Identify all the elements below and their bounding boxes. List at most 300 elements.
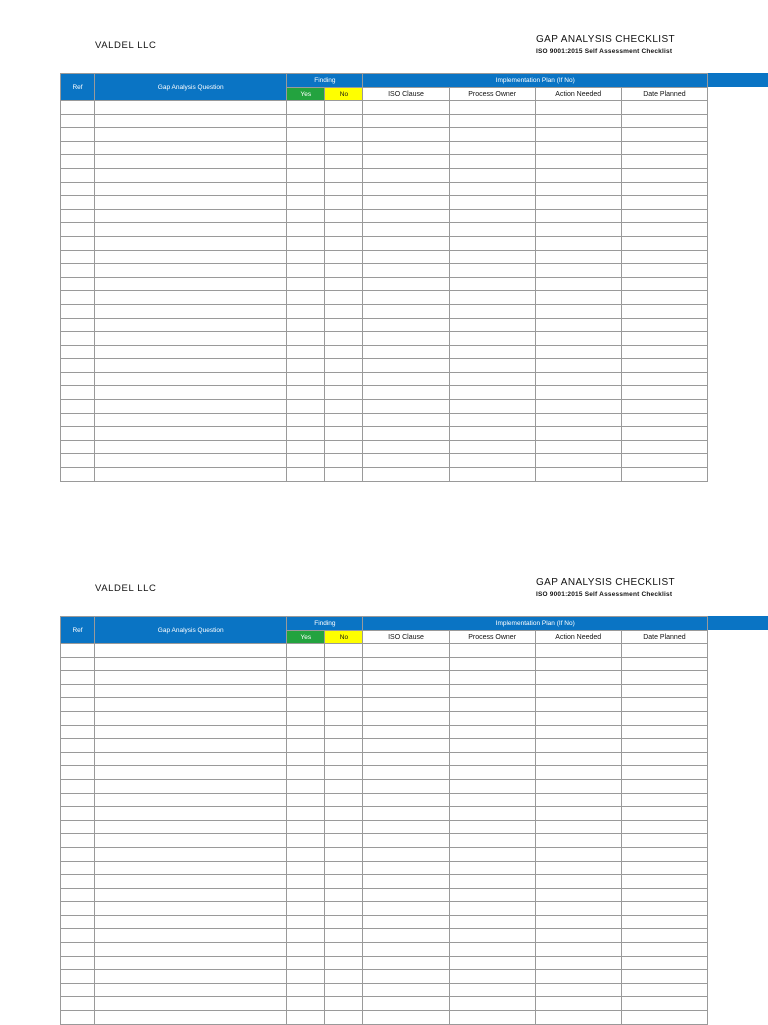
action-needed-cell[interactable]: [535, 684, 621, 698]
action-needed-cell[interactable]: [535, 101, 621, 115]
ref-cell[interactable]: [61, 468, 95, 482]
iso-clause-cell[interactable]: [363, 345, 449, 359]
question-cell[interactable]: [95, 793, 287, 807]
iso-clause-cell[interactable]: [363, 359, 449, 373]
date-planned-cell[interactable]: [621, 101, 707, 115]
yes-cell[interactable]: [287, 766, 325, 780]
process-owner-cell[interactable]: [449, 168, 535, 182]
iso-clause-cell[interactable]: [363, 671, 449, 685]
question-cell[interactable]: [95, 101, 287, 115]
action-needed-cell[interactable]: [535, 807, 621, 821]
yes-cell[interactable]: [287, 997, 325, 1011]
no-cell[interactable]: [325, 711, 363, 725]
date-planned-cell[interactable]: [621, 141, 707, 155]
question-cell[interactable]: [95, 834, 287, 848]
ref-cell[interactable]: [61, 956, 95, 970]
no-cell[interactable]: [325, 114, 363, 128]
process-owner-cell[interactable]: [449, 698, 535, 712]
action-needed-cell[interactable]: [535, 440, 621, 454]
yes-cell[interactable]: [287, 182, 325, 196]
action-needed-cell[interactable]: [535, 332, 621, 346]
ref-cell[interactable]: [61, 657, 95, 671]
ref-cell[interactable]: [61, 236, 95, 250]
question-cell[interactable]: [95, 318, 287, 332]
no-cell[interactable]: [325, 657, 363, 671]
action-needed-cell[interactable]: [535, 834, 621, 848]
yes-cell[interactable]: [287, 400, 325, 414]
action-needed-cell[interactable]: [535, 359, 621, 373]
date-planned-cell[interactable]: [621, 834, 707, 848]
yes-cell[interactable]: [287, 711, 325, 725]
yes-cell[interactable]: [287, 698, 325, 712]
process-owner-cell[interactable]: [449, 318, 535, 332]
action-needed-cell[interactable]: [535, 997, 621, 1011]
action-needed-cell[interactable]: [535, 291, 621, 305]
question-cell[interactable]: [95, 983, 287, 997]
process-owner-cell[interactable]: [449, 141, 535, 155]
no-cell[interactable]: [325, 943, 363, 957]
yes-cell[interactable]: [287, 875, 325, 889]
yes-cell[interactable]: [287, 834, 325, 848]
ref-cell[interactable]: [61, 427, 95, 441]
action-needed-cell[interactable]: [535, 793, 621, 807]
ref-cell[interactable]: [61, 196, 95, 210]
ref-cell[interactable]: [61, 915, 95, 929]
process-owner-cell[interactable]: [449, 440, 535, 454]
yes-cell[interactable]: [287, 318, 325, 332]
question-cell[interactable]: [95, 454, 287, 468]
yes-cell[interactable]: [287, 196, 325, 210]
action-needed-cell[interactable]: [535, 671, 621, 685]
no-cell[interactable]: [325, 698, 363, 712]
question-cell[interactable]: [95, 1011, 287, 1025]
yes-cell[interactable]: [287, 929, 325, 943]
iso-clause-cell[interactable]: [363, 264, 449, 278]
date-planned-cell[interactable]: [621, 875, 707, 889]
iso-clause-cell[interactable]: [363, 101, 449, 115]
iso-clause-cell[interactable]: [363, 766, 449, 780]
process-owner-cell[interactable]: [449, 128, 535, 142]
question-cell[interactable]: [95, 168, 287, 182]
ref-cell[interactable]: [61, 711, 95, 725]
ref-cell[interactable]: [61, 318, 95, 332]
process-owner-cell[interactable]: [449, 291, 535, 305]
no-cell[interactable]: [325, 902, 363, 916]
no-cell[interactable]: [325, 101, 363, 115]
action-needed-cell[interactable]: [535, 766, 621, 780]
yes-cell[interactable]: [287, 468, 325, 482]
process-owner-cell[interactable]: [449, 332, 535, 346]
yes-cell[interactable]: [287, 223, 325, 237]
process-owner-cell[interactable]: [449, 413, 535, 427]
ref-cell[interactable]: [61, 698, 95, 712]
no-cell[interactable]: [325, 196, 363, 210]
action-needed-cell[interactable]: [535, 698, 621, 712]
ref-cell[interactable]: [61, 440, 95, 454]
no-cell[interactable]: [325, 684, 363, 698]
process-owner-cell[interactable]: [449, 888, 535, 902]
ref-cell[interactable]: [61, 141, 95, 155]
action-needed-cell[interactable]: [535, 875, 621, 889]
process-owner-cell[interactable]: [449, 386, 535, 400]
ref-cell[interactable]: [61, 304, 95, 318]
process-owner-cell[interactable]: [449, 807, 535, 821]
no-cell[interactable]: [325, 644, 363, 658]
date-planned-cell[interactable]: [621, 304, 707, 318]
question-cell[interactable]: [95, 644, 287, 658]
yes-cell[interactable]: [287, 155, 325, 169]
action-needed-cell[interactable]: [535, 277, 621, 291]
yes-cell[interactable]: [287, 970, 325, 984]
iso-clause-cell[interactable]: [363, 807, 449, 821]
question-cell[interactable]: [95, 902, 287, 916]
action-needed-cell[interactable]: [535, 657, 621, 671]
question-cell[interactable]: [95, 209, 287, 223]
question-cell[interactable]: [95, 468, 287, 482]
iso-clause-cell[interactable]: [363, 223, 449, 237]
action-needed-cell[interactable]: [535, 345, 621, 359]
action-needed-cell[interactable]: [535, 902, 621, 916]
process-owner-cell[interactable]: [449, 671, 535, 685]
question-cell[interactable]: [95, 141, 287, 155]
date-planned-cell[interactable]: [621, 711, 707, 725]
question-cell[interactable]: [95, 711, 287, 725]
no-cell[interactable]: [325, 454, 363, 468]
ref-cell[interactable]: [61, 101, 95, 115]
yes-cell[interactable]: [287, 345, 325, 359]
process-owner-cell[interactable]: [449, 711, 535, 725]
process-owner-cell[interactable]: [449, 345, 535, 359]
process-owner-cell[interactable]: [449, 1011, 535, 1025]
question-cell[interactable]: [95, 264, 287, 278]
ref-cell[interactable]: [61, 793, 95, 807]
process-owner-cell[interactable]: [449, 902, 535, 916]
action-needed-cell[interactable]: [535, 861, 621, 875]
yes-cell[interactable]: [287, 101, 325, 115]
yes-cell[interactable]: [287, 793, 325, 807]
action-needed-cell[interactable]: [535, 236, 621, 250]
process-owner-cell[interactable]: [449, 956, 535, 970]
question-cell[interactable]: [95, 372, 287, 386]
iso-clause-cell[interactable]: [363, 793, 449, 807]
no-cell[interactable]: [325, 128, 363, 142]
date-planned-cell[interactable]: [621, 847, 707, 861]
action-needed-cell[interactable]: [535, 223, 621, 237]
iso-clause-cell[interactable]: [363, 304, 449, 318]
no-cell[interactable]: [325, 291, 363, 305]
question-cell[interactable]: [95, 807, 287, 821]
no-cell[interactable]: [325, 766, 363, 780]
date-planned-cell[interactable]: [621, 793, 707, 807]
question-cell[interactable]: [95, 182, 287, 196]
iso-clause-cell[interactable]: [363, 657, 449, 671]
yes-cell[interactable]: [287, 915, 325, 929]
iso-clause-cell[interactable]: [363, 1011, 449, 1025]
iso-clause-cell[interactable]: [363, 711, 449, 725]
yes-cell[interactable]: [287, 684, 325, 698]
ref-cell[interactable]: [61, 644, 95, 658]
yes-cell[interactable]: [287, 888, 325, 902]
question-cell[interactable]: [95, 875, 287, 889]
yes-cell[interactable]: [287, 372, 325, 386]
no-cell[interactable]: [325, 779, 363, 793]
action-needed-cell[interactable]: [535, 250, 621, 264]
yes-cell[interactable]: [287, 386, 325, 400]
date-planned-cell[interactable]: [621, 752, 707, 766]
process-owner-cell[interactable]: [449, 372, 535, 386]
no-cell[interactable]: [325, 250, 363, 264]
date-planned-cell[interactable]: [621, 739, 707, 753]
date-planned-cell[interactable]: [621, 684, 707, 698]
iso-clause-cell[interactable]: [363, 943, 449, 957]
date-planned-cell[interactable]: [621, 372, 707, 386]
date-planned-cell[interactable]: [621, 223, 707, 237]
yes-cell[interactable]: [287, 956, 325, 970]
question-cell[interactable]: [95, 943, 287, 957]
ref-cell[interactable]: [61, 155, 95, 169]
action-needed-cell[interactable]: [535, 304, 621, 318]
no-cell[interactable]: [325, 304, 363, 318]
ref-cell[interactable]: [61, 168, 95, 182]
ref-cell[interactable]: [61, 386, 95, 400]
ref-cell[interactable]: [61, 752, 95, 766]
question-cell[interactable]: [95, 684, 287, 698]
no-cell[interactable]: [325, 929, 363, 943]
ref-cell[interactable]: [61, 359, 95, 373]
question-cell[interactable]: [95, 223, 287, 237]
iso-clause-cell[interactable]: [363, 875, 449, 889]
action-needed-cell[interactable]: [535, 413, 621, 427]
no-cell[interactable]: [325, 820, 363, 834]
question-cell[interactable]: [95, 114, 287, 128]
question-cell[interactable]: [95, 386, 287, 400]
process-owner-cell[interactable]: [449, 209, 535, 223]
process-owner-cell[interactable]: [449, 400, 535, 414]
date-planned-cell[interactable]: [621, 861, 707, 875]
date-planned-cell[interactable]: [621, 725, 707, 739]
yes-cell[interactable]: [287, 644, 325, 658]
date-planned-cell[interactable]: [621, 1011, 707, 1025]
yes-cell[interactable]: [287, 1011, 325, 1025]
iso-clause-cell[interactable]: [363, 997, 449, 1011]
no-cell[interactable]: [325, 359, 363, 373]
question-cell[interactable]: [95, 997, 287, 1011]
action-needed-cell[interactable]: [535, 915, 621, 929]
action-needed-cell[interactable]: [535, 752, 621, 766]
iso-clause-cell[interactable]: [363, 739, 449, 753]
iso-clause-cell[interactable]: [363, 196, 449, 210]
iso-clause-cell[interactable]: [363, 400, 449, 414]
iso-clause-cell[interactable]: [363, 970, 449, 984]
ref-cell[interactable]: [61, 861, 95, 875]
process-owner-cell[interactable]: [449, 970, 535, 984]
no-cell[interactable]: [325, 332, 363, 346]
action-needed-cell[interactable]: [535, 1011, 621, 1025]
date-planned-cell[interactable]: [621, 807, 707, 821]
ref-cell[interactable]: [61, 332, 95, 346]
question-cell[interactable]: [95, 155, 287, 169]
process-owner-cell[interactable]: [449, 847, 535, 861]
ref-cell[interactable]: [61, 345, 95, 359]
ref-cell[interactable]: [61, 684, 95, 698]
iso-clause-cell[interactable]: [363, 182, 449, 196]
action-needed-cell[interactable]: [535, 739, 621, 753]
iso-clause-cell[interactable]: [363, 128, 449, 142]
question-cell[interactable]: [95, 847, 287, 861]
action-needed-cell[interactable]: [535, 141, 621, 155]
question-cell[interactable]: [95, 345, 287, 359]
date-planned-cell[interactable]: [621, 970, 707, 984]
process-owner-cell[interactable]: [449, 223, 535, 237]
no-cell[interactable]: [325, 861, 363, 875]
yes-cell[interactable]: [287, 657, 325, 671]
ref-cell[interactable]: [61, 997, 95, 1011]
process-owner-cell[interactable]: [449, 915, 535, 929]
action-needed-cell[interactable]: [535, 725, 621, 739]
no-cell[interactable]: [325, 413, 363, 427]
ref-cell[interactable]: [61, 834, 95, 848]
no-cell[interactable]: [325, 223, 363, 237]
yes-cell[interactable]: [287, 427, 325, 441]
question-cell[interactable]: [95, 277, 287, 291]
process-owner-cell[interactable]: [449, 304, 535, 318]
yes-cell[interactable]: [287, 168, 325, 182]
yes-cell[interactable]: [287, 725, 325, 739]
process-owner-cell[interactable]: [449, 114, 535, 128]
question-cell[interactable]: [95, 236, 287, 250]
process-owner-cell[interactable]: [449, 250, 535, 264]
date-planned-cell[interactable]: [621, 820, 707, 834]
question-cell[interactable]: [95, 332, 287, 346]
process-owner-cell[interactable]: [449, 101, 535, 115]
ref-cell[interactable]: [61, 114, 95, 128]
process-owner-cell[interactable]: [449, 468, 535, 482]
question-cell[interactable]: [95, 250, 287, 264]
process-owner-cell[interactable]: [449, 359, 535, 373]
action-needed-cell[interactable]: [535, 264, 621, 278]
action-needed-cell[interactable]: [535, 779, 621, 793]
date-planned-cell[interactable]: [621, 332, 707, 346]
yes-cell[interactable]: [287, 820, 325, 834]
no-cell[interactable]: [325, 182, 363, 196]
process-owner-cell[interactable]: [449, 155, 535, 169]
ref-cell[interactable]: [61, 128, 95, 142]
yes-cell[interactable]: [287, 671, 325, 685]
iso-clause-cell[interactable]: [363, 236, 449, 250]
ref-cell[interactable]: [61, 943, 95, 957]
process-owner-cell[interactable]: [449, 861, 535, 875]
process-owner-cell[interactable]: [449, 427, 535, 441]
date-planned-cell[interactable]: [621, 888, 707, 902]
date-planned-cell[interactable]: [621, 168, 707, 182]
question-cell[interactable]: [95, 359, 287, 373]
no-cell[interactable]: [325, 970, 363, 984]
question-cell[interactable]: [95, 970, 287, 984]
question-cell[interactable]: [95, 657, 287, 671]
yes-cell[interactable]: [287, 902, 325, 916]
process-owner-cell[interactable]: [449, 264, 535, 278]
no-cell[interactable]: [325, 236, 363, 250]
iso-clause-cell[interactable]: [363, 427, 449, 441]
action-needed-cell[interactable]: [535, 820, 621, 834]
no-cell[interactable]: [325, 915, 363, 929]
yes-cell[interactable]: [287, 454, 325, 468]
no-cell[interactable]: [325, 671, 363, 685]
ref-cell[interactable]: [61, 766, 95, 780]
iso-clause-cell[interactable]: [363, 454, 449, 468]
yes-cell[interactable]: [287, 807, 325, 821]
question-cell[interactable]: [95, 888, 287, 902]
iso-clause-cell[interactable]: [363, 684, 449, 698]
action-needed-cell[interactable]: [535, 956, 621, 970]
yes-cell[interactable]: [287, 304, 325, 318]
process-owner-cell[interactable]: [449, 236, 535, 250]
yes-cell[interactable]: [287, 983, 325, 997]
no-cell[interactable]: [325, 155, 363, 169]
action-needed-cell[interactable]: [535, 929, 621, 943]
ref-cell[interactable]: [61, 209, 95, 223]
no-cell[interactable]: [325, 264, 363, 278]
question-cell[interactable]: [95, 291, 287, 305]
date-planned-cell[interactable]: [621, 644, 707, 658]
no-cell[interactable]: [325, 793, 363, 807]
no-cell[interactable]: [325, 141, 363, 155]
iso-clause-cell[interactable]: [363, 155, 449, 169]
action-needed-cell[interactable]: [535, 155, 621, 169]
iso-clause-cell[interactable]: [363, 752, 449, 766]
ref-cell[interactable]: [61, 847, 95, 861]
question-cell[interactable]: [95, 766, 287, 780]
iso-clause-cell[interactable]: [363, 902, 449, 916]
date-planned-cell[interactable]: [621, 400, 707, 414]
date-planned-cell[interactable]: [621, 277, 707, 291]
no-cell[interactable]: [325, 400, 363, 414]
date-planned-cell[interactable]: [621, 943, 707, 957]
date-planned-cell[interactable]: [621, 209, 707, 223]
yes-cell[interactable]: [287, 847, 325, 861]
no-cell[interactable]: [325, 209, 363, 223]
question-cell[interactable]: [95, 779, 287, 793]
action-needed-cell[interactable]: [535, 128, 621, 142]
process-owner-cell[interactable]: [449, 793, 535, 807]
action-needed-cell[interactable]: [535, 168, 621, 182]
action-needed-cell[interactable]: [535, 114, 621, 128]
iso-clause-cell[interactable]: [363, 277, 449, 291]
ref-cell[interactable]: [61, 970, 95, 984]
yes-cell[interactable]: [287, 209, 325, 223]
iso-clause-cell[interactable]: [363, 644, 449, 658]
process-owner-cell[interactable]: [449, 997, 535, 1011]
date-planned-cell[interactable]: [621, 196, 707, 210]
question-cell[interactable]: [95, 752, 287, 766]
question-cell[interactable]: [95, 427, 287, 441]
question-cell[interactable]: [95, 820, 287, 834]
no-cell[interactable]: [325, 440, 363, 454]
ref-cell[interactable]: [61, 454, 95, 468]
action-needed-cell[interactable]: [535, 943, 621, 957]
ref-cell[interactable]: [61, 277, 95, 291]
ref-cell[interactable]: [61, 250, 95, 264]
date-planned-cell[interactable]: [621, 236, 707, 250]
process-owner-cell[interactable]: [449, 834, 535, 848]
action-needed-cell[interactable]: [535, 196, 621, 210]
date-planned-cell[interactable]: [621, 766, 707, 780]
action-needed-cell[interactable]: [535, 427, 621, 441]
yes-cell[interactable]: [287, 413, 325, 427]
ref-cell[interactable]: [61, 983, 95, 997]
action-needed-cell[interactable]: [535, 372, 621, 386]
iso-clause-cell[interactable]: [363, 141, 449, 155]
